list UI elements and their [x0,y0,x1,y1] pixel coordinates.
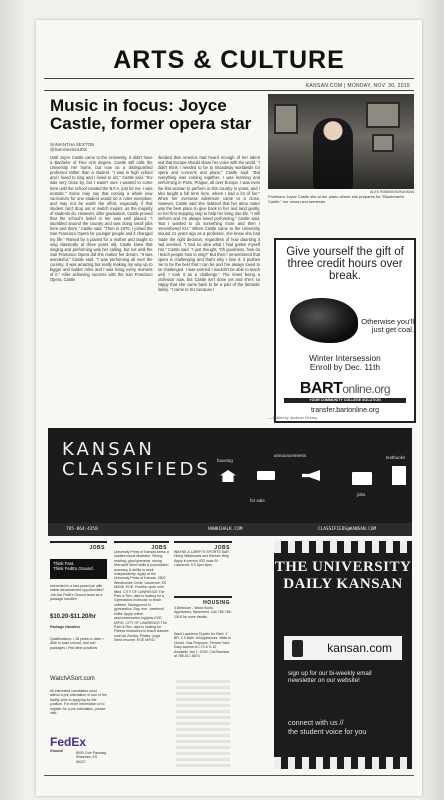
photo-caption: Professor Joyce Castle sits at her piano where she prepares for "Bluebeard's Castle," her show next semester. [268,194,405,204]
fedex-headline-line-2: Think FedEx Ground. [53,566,94,571]
footer-rule [44,775,414,776]
story-byline [50,142,94,152]
bart-ad-headline: Give yourself the gift of three credit hours over break. [286,246,404,282]
housing-section-label: HOUSING [203,600,230,606]
label-announcements: announcements [274,453,307,458]
fedex-logo-ground: Ground [50,749,63,753]
sale-sign-icon [257,471,275,480]
fedex-position: Package Handlers [50,625,81,629]
story-columns [50,155,260,415]
fedex-intro: Interested in a fast-paced job with stable advancement opportunities? Join the FedEx Ground team as a package handler! [50,584,105,602]
classifieds-web[interactable]: HAWKCHALK.COM [208,527,243,532]
udk-title [274,559,412,593]
bart-logo-main: BART [299,380,343,397]
classifieds-title-line-1: KANSAN [62,439,155,460]
fedex-headline [50,559,107,579]
photo-wall-frame [372,134,394,152]
label-housing: housing [217,458,233,463]
bart-ad [274,238,416,423]
jobs-section-header [174,541,232,551]
jobs-section-header [114,541,169,551]
udk-top-stripe [274,541,412,553]
bart-ad-deadline: Enroll by Dec. 11th [309,362,381,372]
classifieds-banner [48,428,412,536]
newspaper-page [36,20,422,796]
fedex-address [76,751,107,764]
section-title: ARTS & CULTURE [113,46,345,74]
classifieds-phone: 785-864-4358 [66,527,98,532]
udk-title-line-1: THE UNIVERSITY [274,559,412,575]
housing-section-header [174,596,232,606]
classified-listing-sports-bar: WAYNE & LARRY'S SPORTS BAR. Hiring Waitresses and Kitchen Help. Apply in person 933 Iowa St. Lawrence, KS 5pm-9pm. [174,550,230,568]
phone-icon [292,640,303,657]
bart-ad-coal-text: Otherwise you'll just get coal. [361,317,414,334]
bart-logo [276,380,414,398]
bart-url[interactable]: transfer.bartonline.org [310,407,380,414]
udk-url[interactable]: kansan.com [284,636,402,660]
story-photo [268,94,414,189]
jobs-section-label: JOBS [151,545,167,551]
photo-credit: ALEX ROBINSON/KANSAN [370,190,414,194]
classified-listing-duplex: Want Lawrence Duplex for Rent. 3 BR, 2.5 Bath. All Appliances. Walk-in Closet. Gas Fireplace, Fenced Yard. Easy access to I-70 & K-10. Available Jan 1. 2015. Call Barbara at 785-617-8674. [174,632,231,659]
bart-tagline: YOUR COMMUNITY COLLEGE SOLUTION [284,398,406,403]
byline-handle: @SamSextonUDK [50,147,88,152]
bart-ad-enroll [276,354,414,372]
classifieds-email[interactable]: CLASSIFIEDS@KANSAN.COM [318,527,377,532]
label-textbooks: textbooks [386,455,406,460]
dateline-rule [44,90,414,91]
fedex-address-line-1: 8000 Cole Parkway [76,751,107,755]
jobs-section-label: JOBS [214,545,230,551]
jobs-section-label: JOBS [89,545,105,551]
udk-bottom-stripe [274,757,412,769]
fedex-headline-line-1: Think Fast. [53,561,75,566]
udk-connect-line-1: connect with us // [288,718,344,727]
masthead-rule [44,78,414,79]
jobs-section-header [50,541,107,551]
udk-connect-line-2: the student voice for you [288,726,367,736]
coal-image [290,298,358,343]
udk-connect [288,719,404,736]
fedex-ad [50,549,107,769]
book-icon [392,466,406,485]
byline-author: SAMANTHA SEXTON [50,142,95,147]
story-headline: Music in focus: Joyce Castle, former opera star [50,96,252,133]
fedex-website[interactable]: WatchASort.com [50,676,95,682]
bart-ad-intersession: Winter Intersession [309,353,381,363]
story-column-2: decided that America had heard enough of her talent and that Europe should share her voice with the world. "I didn't think I needed to be to Broadway worldwide for opera and concerts and plans," Castle said. "But everything was coming together. I was learning and performing in Paris, Prague, all over Europe. I was even the first woman to perform in this country in years, and I also taught a full term here, where I had a lot of fun." When her overseas adventure came to a close, however, Castle said she realized that her alma mater was the best place to give back to her and land gently, so her first stopping stop to help her bring into life. "I still perform and I'm always loved performing," Castle said. "But I wanted to do something more and then I remembered KU." When Castle came to the University around 21 years ago as a professor, she knew she had made the right decision, regardless of how daunting it had seemed. "I had no idea what I had gotten myself into," Castle said. "I just thought, 'Oh goodness, how do I teach people how to sing?' But then I remembered that opera is challenging and that's why I love it: it pushes me to be the best that I can be and I've always loved to be challenged. I was worried I wouldn't be able to teach well. I took it as a challenge." The times being a professor now, but Castle isn't done yet and she's so happy that she came back to be a part of the fantastic family. "I came to KU because I [157,155,260,293]
udk-title-line-2: DAILY KANSAN [283,576,403,592]
story-edited-by: — Edited by Jackson Vickery [268,416,318,420]
photo-wall-frame [366,102,400,128]
classified-listing-column: University Press of Kansas seeks a student mural illustrator. Strong reading, good grammar, strong Microsoft Word skills & punctuation accuracy & ability to work independently. Apply at the University Press of Kansas. 2502 Westbrooke Circle. Lawrence, KS 66045. EOE. Position open until filled. CITY OF LAWRENCE The Park & Rec. dept is looking for a Gymnastics Instructor to teach children. Background in gymnastics. Day, eve., weekend shifts. Apply online. www.lawrenceks.org/jobs EOE M/F/D. CITY OF LAWRENCE The Park & Rec. dept is looking for Fitness instructors to teach classes such as Zumba, Pilates, yoga. Send resume. EOE M/F/D. [114,550,169,643]
megaphone-icon [302,470,320,481]
faint-placeholder-ad [176,680,230,770]
fedex-qualifications: Qualifications: • 18 years or older • Able to load, unload, and sort packages • Part-time positions [50,637,104,650]
classifieds-title [62,440,211,480]
label-for-sale: for sale [250,498,265,503]
label-jobs: jobs [357,492,366,497]
udk-ad [274,541,412,769]
fedex-pay: $10.20-$11.20/hr [50,614,97,620]
classifieds-title-line-2: CLASSIFIEDS [62,459,211,480]
udk-newsletter: sign up for our bi-weekly email newsletter on our website! [288,670,372,684]
bart-logo-suffix: online.org [342,382,391,396]
story-column-1: Until Joyce Castle came to the University, it didn't have a Bachelor of Fine Arts degree. Castle still calls the University her home, but now as a distinguished professor rather than a student. "I was in high school and I loved to sing and I loved to act," Castle said. "KU was very close by, but I wasn't sure I wanted to come here until the school created the B.F.A. just for me. I was ecstatic." Some may say that coming a whole new curriculum for one student would be a rules exception, and may not be worth the effort, especially if that student can't drop out or switch majors, as the majority of students do. However, after graduation, Castle proved that the school's belief in her was well placed. "I stumbled around the country and was doing small jobs here and there," Castle said. "Then in 1970, I joined the San Francisco Opera for younger people and it changed my life." Raised by a pianist for a mother and taught to sing classically at three years old, Castle knew that singing and performing was her calling, but not until the San Francisco Opera did she realize her dream. "It was wonderful," Castle said. "I was performing all over the country. It was amazing but really making my way up to bigger and bolder roles and I was living every moment of it." After achieving success with the San Francisco Opera, Castle [50,155,153,283]
fedex-logo-word: FedEx [50,735,87,749]
fedex-notice: All interested candidates must attend a pre-orientation or tour of the facility prior to applying for the position. For more information or to register for a pre-orientation, please visit: [50,689,108,716]
photo-wall-frame [274,104,298,134]
fedex-logo [50,735,86,749]
classifieds-contact-bar [48,523,412,536]
fedex-address-line-2: Shawnee, KS 66227 [76,755,98,764]
id-card-icon [352,472,372,485]
classified-listing-3br: 3 Bedroom - Wood floors, Appliances, Basement. Call 785-766-1518 for more details. [174,606,232,619]
house-icon [220,470,236,482]
section-masthead [36,20,422,80]
dateline: KANSAN.COM | MONDAY, NOV. 30, 2015 [305,83,410,89]
photo-subject [313,118,353,189]
